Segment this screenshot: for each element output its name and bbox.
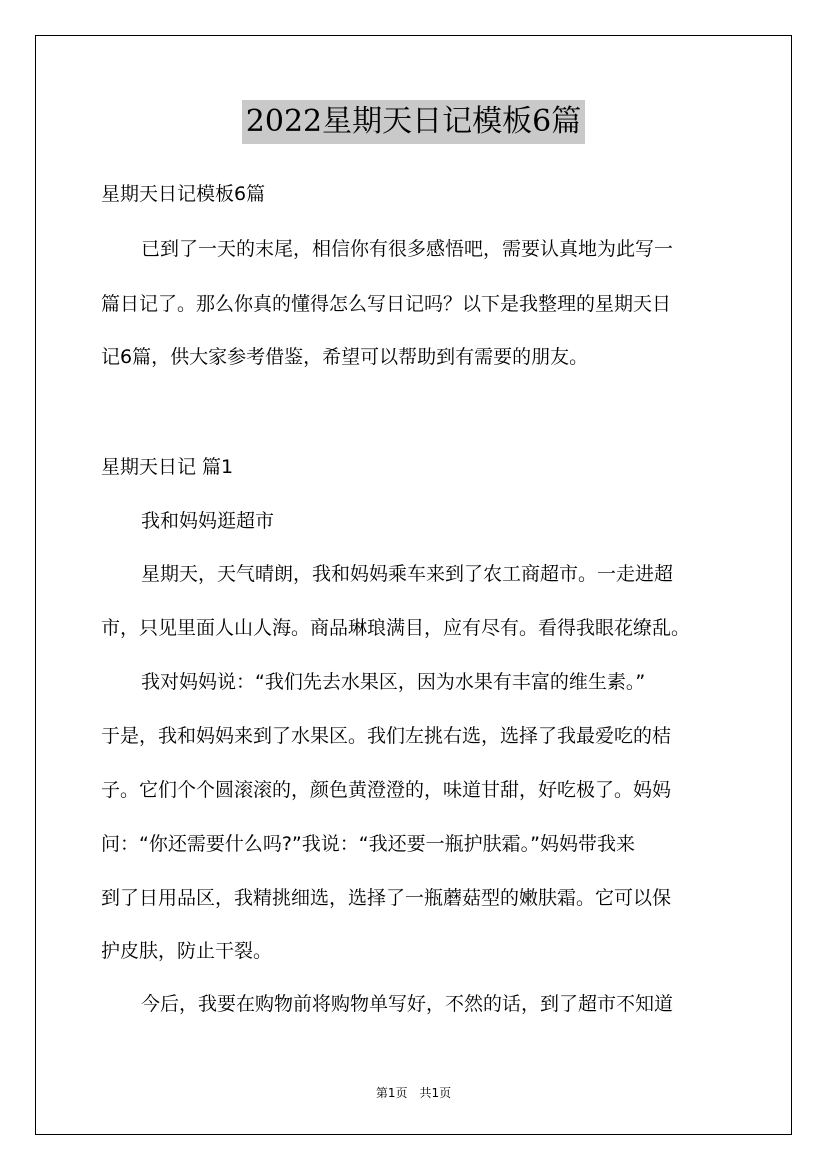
body-line-8: 护皮肤，防止干裂。 — [101, 940, 273, 962]
page-number: 第1页 — [375, 1086, 408, 1100]
intro-line-3: 记6篇，供大家参考借鉴，希望可以帮助到有需要的朋友。 — [101, 346, 589, 368]
body-line-2: 市，只见里面人山人海。商品琳琅满目，应有尽有。看得我眼花缭乱。 — [101, 617, 691, 639]
essay-title: 我和妈妈逛超市 — [141, 510, 275, 532]
body-line-1: 星期天，天气晴朗，我和妈妈乘车来到了农工商超市。一走进超 — [141, 563, 674, 585]
page-total: 共1页 — [419, 1086, 452, 1100]
body-line-5: 子。它们个个圆滚滚的，颜色黄澄澄的，味道甘甜，好吃极了。妈妈 — [101, 779, 672, 801]
body-line-3: 我对妈妈说：“我们先去水果区，因为水果有丰富的维生素。” — [141, 671, 646, 693]
intro-line-2: 篇日记了。那么你真的懂得怎么写日记吗？以下是我整理的星期天日 — [101, 293, 672, 315]
body-line-6: 问：“你还需要什么吗?”我说：“我还要一瓶护肤霜。”妈妈带我来 — [101, 833, 635, 855]
subtitle: 星期天日记模板6篇 — [101, 183, 266, 205]
body-line-4: 于是，我和妈妈来到了水果区。我们左挑右选，选择了我最爱吃的桔 — [101, 725, 672, 747]
body-line-9: 今后，我要在购物前将购物单写好，不然的话，到了超市不知道 — [141, 993, 674, 1015]
intro-line-1: 已到了一天的末尾，相信你有很多感悟吧，需要认真地为此写一 — [141, 238, 674, 260]
document-title — [0, 100, 827, 144]
page-footer — [0, 1085, 827, 1101]
section-heading: 星期天日记 篇1 — [101, 456, 234, 478]
body-line-7: 到了日用品区，我精挑细选，选择了一瓶蘑菇型的嫩肤霜。它可以保 — [101, 887, 672, 909]
document-title-text: 2022星期天日记模板6篇 — [242, 100, 585, 144]
